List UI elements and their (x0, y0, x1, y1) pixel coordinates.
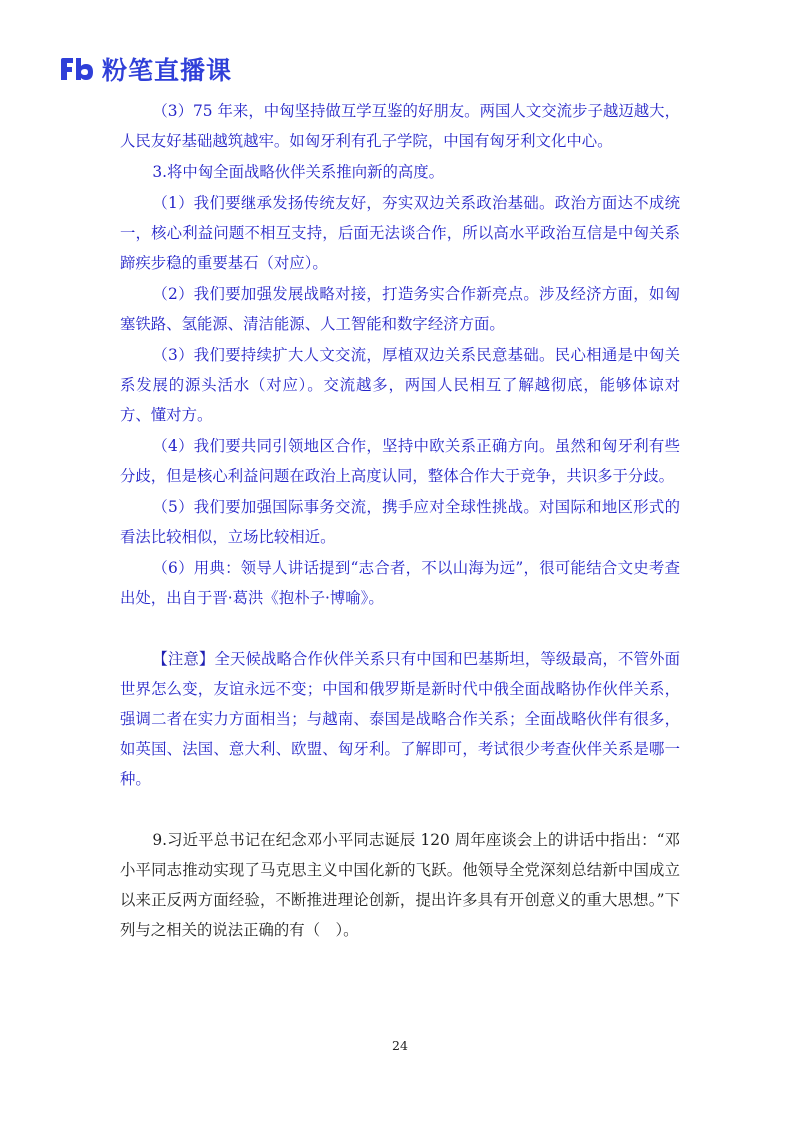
brand-logo (58, 52, 232, 86)
section-heading: 3.将中匈全面战略伙伴关系推向新的高度。 (152, 163, 445, 181)
analysis-paragraph: （3）75 年来，中匈坚持做互学互鉴的好朋友。两国人文交流步子越迈越大，人民友好基础越筑越牢。如匈牙利有孔子学院，中国有匈牙利文化中心。 (120, 102, 680, 150)
note-paragraph (120, 644, 680, 794)
page-number: 24 (392, 1038, 408, 1053)
analysis-paragraph: （4）我们要共同引领地区合作，坚持中欧关系正确方向。虽然和匈牙利有些分歧，但是核心利益问题在政治上高度认同，整体合作大于竞争，共识多于分歧。 (120, 437, 680, 485)
page-content (120, 96, 680, 946)
note-label: 【注意】 (152, 650, 215, 668)
analysis-paragraph: （5）我们要加强国际事务交流，携手应对全球性挑战。对国际和地区形式的看法比较相似，立场比较相近。 (120, 498, 680, 546)
analysis-paragraph: （1）我们要继承发扬传统友好，夯实双边关系政治基础。政治方面达不成统一，核心利益问题不相互支持，后面无法谈合作，所以高水平政治互信是中匈关系蹄疾步稳的重要基石（对应）。 (120, 194, 680, 272)
analysis-paragraph: （2）我们要加强发展战略对接，打造务实合作新亮点。涉及经济方面，如匈塞铁路、氢能源、清洁能源、人工智能和数字经济方面。 (120, 285, 680, 333)
analysis-paragraph: （3）我们要持续扩大人文交流，厚植双边关系民意基础。民心相通是中匈关系发展的源头活水（对应）。交流越多，两国人民相互了解越彻底，能够体谅对方、懂对方。 (120, 346, 680, 424)
brand-name: 粉笔直播课 (102, 56, 233, 85)
analysis-paragraph: （6）用典：领导人讲话提到“志合者，不以山海为远”，很可能结合文史考查出处，出自于晋·葛洪《抱朴子·博喻》。 (120, 559, 680, 607)
note-text: 全天候战略合作伙伴关系只有中国和巴基斯坦，等级最高，不管外面世界怎么变，友谊永远不变；中国和俄罗斯是新时代中俄全面战略协作伙伴关系，强调二者在实力方面相当；与越南、泰国是战略合作关系；全面战略伙伴有很多，如英国、法国、意大利、欧盟、匈牙利。了解即可，考试很少考查伙伴关系是哪一种。 (120, 650, 680, 788)
question-stem: 9.习近平总书记在纪念邓小平同志诞辰 120 周年座谈会上的讲话中指出：“邓小平同志推动实现了马克思主义中国化新的飞跃。他领导全党深刻总结新中国成立以来正反两方面经验，不断推进理论创新，提出许多具有开创意义的重大思想。”下列与之相关的说法正确的有（ ）。 (120, 831, 680, 939)
fb-logo-icon (58, 55, 96, 83)
